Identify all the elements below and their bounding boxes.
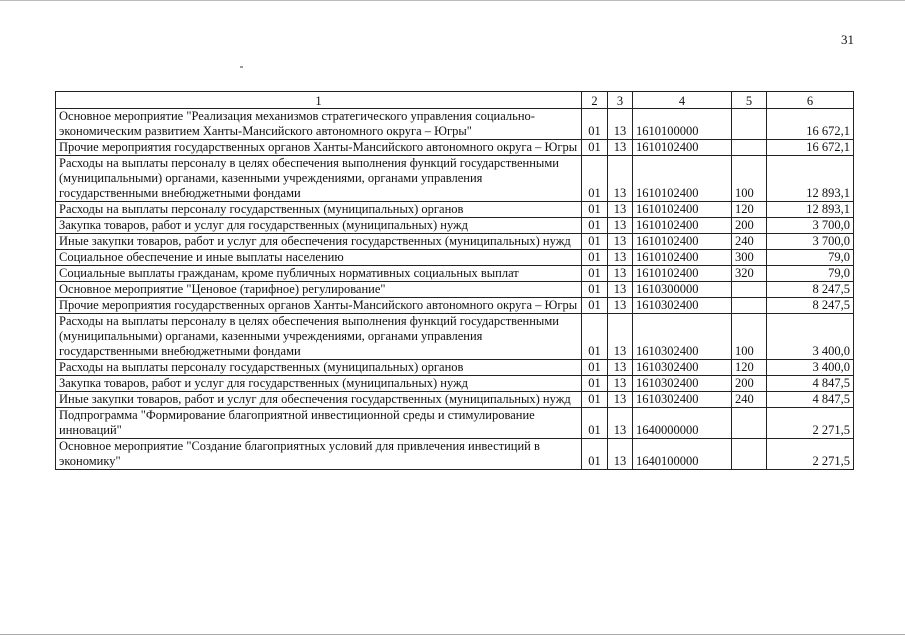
row-name-cell: Прочие мероприятия государственных органов Ханты-Мансийского автономного округа – Югры bbox=[56, 140, 582, 156]
row-code-cell: 1610300000 bbox=[633, 282, 732, 298]
row-section-cell: 01 bbox=[582, 266, 608, 282]
header-col-1: 1 bbox=[56, 92, 582, 109]
row-section-cell: 01 bbox=[582, 439, 608, 470]
row-subsection-cell: 13 bbox=[608, 392, 633, 408]
row-amount-cell: 3 700,0 bbox=[767, 234, 854, 250]
row-subsection-cell: 13 bbox=[608, 360, 633, 376]
table-row bbox=[56, 282, 854, 298]
row-amount-cell: 8 247,5 bbox=[767, 282, 854, 298]
row-subsection-cell: 13 bbox=[608, 282, 633, 298]
row-name-cell: Основное мероприятие "Создание благоприятных условий для привлечения инвестиций в экономику" bbox=[56, 439, 582, 470]
row-type-cell bbox=[732, 109, 767, 140]
row-subsection-cell: 13 bbox=[608, 250, 633, 266]
row-subsection-cell: 13 bbox=[608, 408, 633, 439]
row-section-cell: 01 bbox=[582, 202, 608, 218]
row-type-cell: 200 bbox=[732, 376, 767, 392]
header-col-5: 5 bbox=[732, 92, 767, 109]
row-name-cell: Расходы на выплаты персоналу в целях обеспечения выполнения функций государственными (муниципальными) органами, казенными учреждениями, органами управления государственными внебюджетными фондами bbox=[56, 314, 582, 360]
row-subsection-cell: 13 bbox=[608, 266, 633, 282]
row-name-cell: Расходы на выплаты персоналу государственных (муниципальных) органов bbox=[56, 202, 582, 218]
row-section-cell: 01 bbox=[582, 314, 608, 360]
row-code-cell: 1610102400 bbox=[633, 266, 732, 282]
row-subsection-cell: 13 bbox=[608, 218, 633, 234]
row-subsection-cell: 13 bbox=[608, 439, 633, 470]
row-name-cell: Основное мероприятие "Ценовое (тарифное) регулирование" bbox=[56, 282, 582, 298]
row-amount-cell: 16 672,1 bbox=[767, 109, 854, 140]
row-section-cell: 01 bbox=[582, 140, 608, 156]
header-col-2: 2 bbox=[582, 92, 608, 109]
row-type-cell: 320 bbox=[732, 266, 767, 282]
row-type-cell: 120 bbox=[732, 360, 767, 376]
table-row bbox=[56, 250, 854, 266]
row-subsection-cell: 13 bbox=[608, 314, 633, 360]
row-section-cell: 01 bbox=[582, 408, 608, 439]
row-code-cell: 1610100000 bbox=[633, 109, 732, 140]
row-code-cell: 1610102400 bbox=[633, 250, 732, 266]
row-section-cell: 01 bbox=[582, 360, 608, 376]
table-row bbox=[56, 408, 854, 439]
table-row bbox=[56, 266, 854, 282]
header-col-6: 6 bbox=[767, 92, 854, 109]
header-col-4: 4 bbox=[633, 92, 732, 109]
row-type-cell: 240 bbox=[732, 234, 767, 250]
table-row bbox=[56, 109, 854, 140]
row-amount-cell: 79,0 bbox=[767, 266, 854, 282]
row-code-cell: 1610302400 bbox=[633, 298, 732, 314]
row-code-cell: 1610302400 bbox=[633, 360, 732, 376]
row-type-cell: 200 bbox=[732, 218, 767, 234]
page-number: 31 bbox=[841, 32, 854, 47]
row-type-cell bbox=[732, 439, 767, 470]
scan-speck bbox=[240, 66, 243, 68]
row-subsection-cell: 13 bbox=[608, 234, 633, 250]
row-type-cell bbox=[732, 298, 767, 314]
row-name-cell: Социальное обеспечение и иные выплаты населению bbox=[56, 250, 582, 266]
row-type-cell: 240 bbox=[732, 392, 767, 408]
row-subsection-cell: 13 bbox=[608, 298, 633, 314]
row-name-cell: Основное мероприятие "Реализация механизмов стратегического управления социально-экономическим развитием Ханты-Мансийского автономного округа – Югры" bbox=[56, 109, 582, 140]
row-section-cell: 01 bbox=[582, 298, 608, 314]
row-amount-cell: 4 847,5 bbox=[767, 376, 854, 392]
row-section-cell: 01 bbox=[582, 156, 608, 202]
row-name-cell: Подпрограмма "Формирование благоприятной инвестиционной среды и стимулирование инноваций" bbox=[56, 408, 582, 439]
row-code-cell: 1610302400 bbox=[633, 392, 732, 408]
row-type-cell: 100 bbox=[732, 156, 767, 202]
row-name-cell: Закупка товаров, работ и услуг для государственных (муниципальных) нужд bbox=[56, 218, 582, 234]
row-amount-cell: 79,0 bbox=[767, 250, 854, 266]
row-name-cell: Социальные выплаты гражданам, кроме публичных нормативных социальных выплат bbox=[56, 266, 582, 282]
row-amount-cell: 16 672,1 bbox=[767, 140, 854, 156]
table-row bbox=[56, 376, 854, 392]
row-code-cell: 1610102400 bbox=[633, 140, 732, 156]
scan-bottom-edge bbox=[0, 634, 905, 635]
row-name-cell: Расходы на выплаты персоналу в целях обеспечения выполнения функций государственными (муниципальными) органами, казенными учреждениями, органами управления государственными внебюджетными фондами bbox=[56, 156, 582, 202]
table-row bbox=[56, 234, 854, 250]
row-subsection-cell: 13 bbox=[608, 156, 633, 202]
row-code-cell: 1610302400 bbox=[633, 376, 732, 392]
row-code-cell: 1640000000 bbox=[633, 408, 732, 439]
header-col-3: 3 bbox=[608, 92, 633, 109]
row-name-cell: Закупка товаров, работ и услуг для государственных (муниципальных) нужд bbox=[56, 376, 582, 392]
table-row bbox=[56, 314, 854, 360]
table-row bbox=[56, 439, 854, 470]
row-type-cell: 300 bbox=[732, 250, 767, 266]
row-name-cell: Прочие мероприятия государственных органов Ханты-Мансийского автономного округа – Югры bbox=[56, 298, 582, 314]
table-body bbox=[56, 109, 854, 470]
row-type-cell bbox=[732, 408, 767, 439]
row-code-cell: 1610102400 bbox=[633, 218, 732, 234]
row-name-cell: Расходы на выплаты персоналу государственных (муниципальных) органов bbox=[56, 360, 582, 376]
row-type-cell bbox=[732, 282, 767, 298]
row-subsection-cell: 13 bbox=[608, 376, 633, 392]
row-amount-cell: 3 400,0 bbox=[767, 360, 854, 376]
row-amount-cell: 3 400,0 bbox=[767, 314, 854, 360]
row-code-cell: 1610102400 bbox=[633, 156, 732, 202]
row-type-cell bbox=[732, 140, 767, 156]
row-name-cell: Иные закупки товаров, работ и услуг для обеспечения государственных (муниципальных) нужд bbox=[56, 234, 582, 250]
row-section-cell: 01 bbox=[582, 282, 608, 298]
row-subsection-cell: 13 bbox=[608, 109, 633, 140]
table-row bbox=[56, 140, 854, 156]
row-amount-cell: 3 700,0 bbox=[767, 218, 854, 234]
row-subsection-cell: 13 bbox=[608, 202, 633, 218]
row-section-cell: 01 bbox=[582, 109, 608, 140]
row-code-cell: 1610102400 bbox=[633, 202, 732, 218]
row-code-cell: 1610302400 bbox=[633, 314, 732, 360]
row-amount-cell: 2 271,5 bbox=[767, 408, 854, 439]
row-section-cell: 01 bbox=[582, 392, 608, 408]
table-row bbox=[56, 360, 854, 376]
table-row bbox=[56, 392, 854, 408]
row-name-cell: Иные закупки товаров, работ и услуг для обеспечения государственных (муниципальных) нужд bbox=[56, 392, 582, 408]
row-amount-cell: 8 247,5 bbox=[767, 298, 854, 314]
row-subsection-cell: 13 bbox=[608, 140, 633, 156]
row-amount-cell: 4 847,5 bbox=[767, 392, 854, 408]
row-amount-cell: 12 893,1 bbox=[767, 202, 854, 218]
table-row bbox=[56, 218, 854, 234]
row-code-cell: 1640100000 bbox=[633, 439, 732, 470]
table-row bbox=[56, 298, 854, 314]
row-section-cell: 01 bbox=[582, 250, 608, 266]
row-code-cell: 1610102400 bbox=[633, 234, 732, 250]
row-amount-cell: 12 893,1 bbox=[767, 156, 854, 202]
table-row bbox=[56, 156, 854, 202]
budget-table bbox=[55, 91, 854, 470]
row-section-cell: 01 bbox=[582, 218, 608, 234]
row-section-cell: 01 bbox=[582, 376, 608, 392]
row-amount-cell: 2 271,5 bbox=[767, 439, 854, 470]
table-header-row bbox=[56, 92, 854, 109]
row-section-cell: 01 bbox=[582, 234, 608, 250]
scan-top-edge bbox=[0, 0, 905, 1]
table-row bbox=[56, 202, 854, 218]
row-type-cell: 100 bbox=[732, 314, 767, 360]
row-type-cell: 120 bbox=[732, 202, 767, 218]
